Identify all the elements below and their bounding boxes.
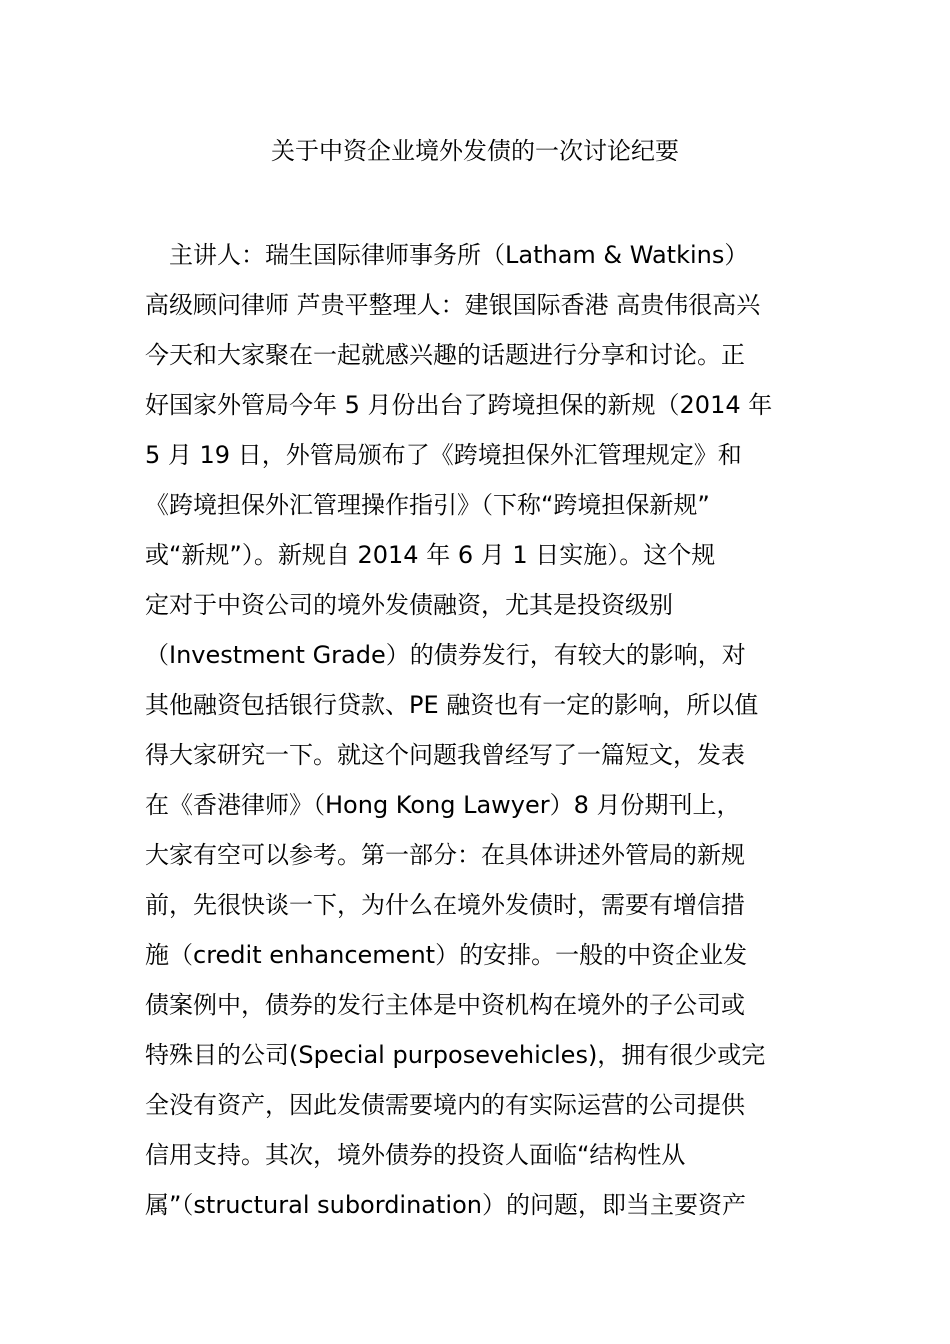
body-line: 前，先很快谈一下，为什么在境外发债时，需要有增信措 xyxy=(145,891,745,919)
body-line: 信用支持。其次，境外债券的投资人面临“结构性从 xyxy=(145,1141,686,1169)
body-line: 在《香港律师》（Hong Kong Lawyer）8 月份期刊上， xyxy=(145,791,741,819)
document-title: 关于中资企业境外发债的一次讨论纪要 xyxy=(271,137,679,165)
body-line: 主讲人：瑞生国际律师事务所（Latham & Watkins） xyxy=(145,241,749,269)
body-line: 得大家研究一下。就这个问题我曾经写了一篇短文，发表 xyxy=(145,741,745,769)
body-line: 属”（structural subordination）的问题，即当主要资产 xyxy=(145,1191,746,1219)
body-line: （Investment Grade）的债券发行，有较大的影响，对 xyxy=(145,641,746,669)
body-line: 债案例中，债券的发行主体是中资机构在境外的子公司或 xyxy=(145,991,745,1019)
body-line: 《跨境担保外汇管理操作指引》（下称“跨境担保新规” xyxy=(145,491,710,519)
body-line: 今天和大家聚在一起就感兴趣的话题进行分享和讨论。正 xyxy=(145,341,745,369)
body-line: 特殊目的公司(Special purposevehicles)，拥有很少或完 xyxy=(145,1041,766,1069)
body-line: 或“新规”）。新规自 2014 年 6 月 1 日实施）。这个规 xyxy=(145,541,716,569)
body-line: 5 月 19 日，外管局颁布了《跨境担保外汇管理规定》和 xyxy=(145,441,742,469)
document-body xyxy=(145,230,825,1230)
body-line: 施（credit enhancement）的安排。一般的中资企业发 xyxy=(145,941,748,969)
body-line: 好国家外管局今年 5 月份出台了跨境担保的新规（2014 年 xyxy=(145,391,773,419)
body-line: 高级顾问律师 芦贵平整理人：建银国际香港 高贵伟很高兴 xyxy=(145,291,761,319)
body-line: 其他融资包括银行贷款、PE 融资也有一定的影响，所以值 xyxy=(145,691,759,719)
body-line: 大家有空可以参考。第一部分：在具体讲述外管局的新规 xyxy=(145,841,745,869)
body-line: 全没有资产，因此发债需要境内的有实际运营的公司提供 xyxy=(145,1091,745,1119)
body-line: 定对于中资公司的境外发债融资，尤其是投资级别 xyxy=(145,591,673,619)
